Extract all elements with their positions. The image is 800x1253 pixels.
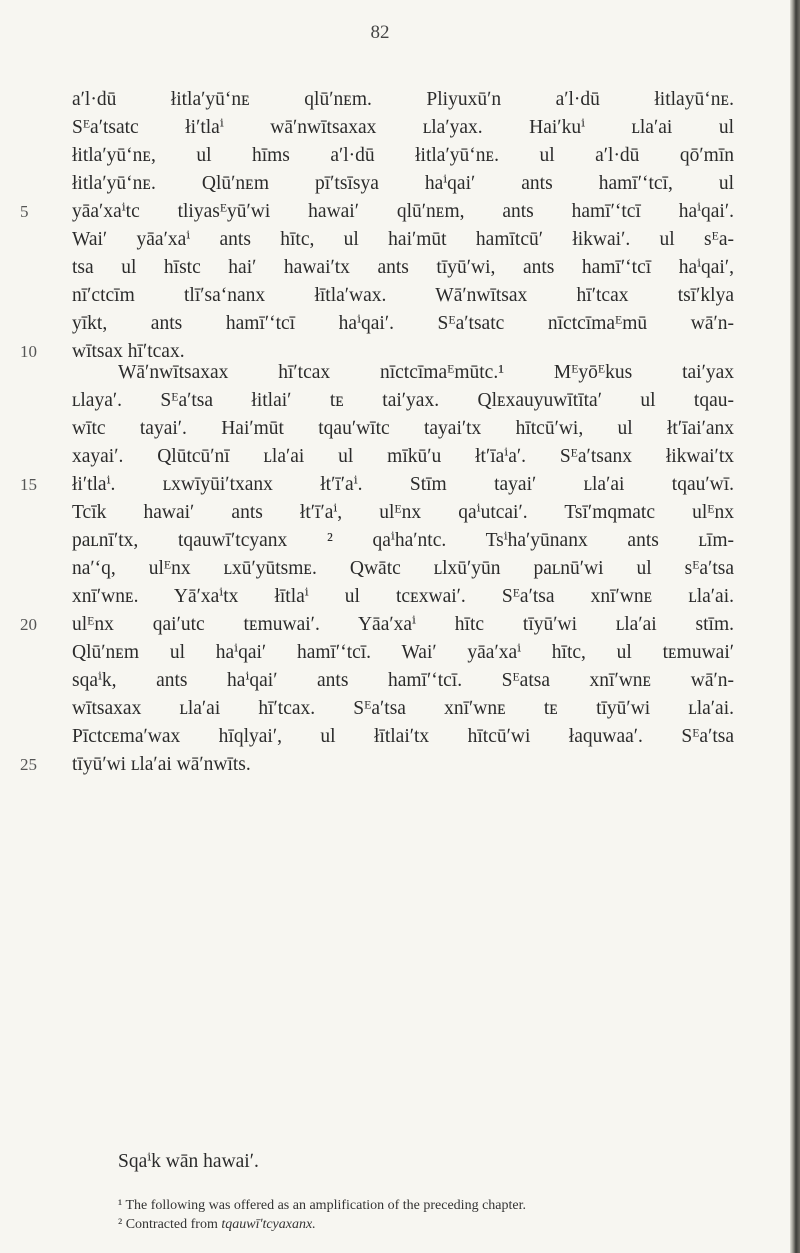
line-number: 20: [20, 615, 37, 634]
text-line: łitlaʹyūʻnᴇ, ul hīms aʹl·dū łitlaʹyūʻnᴇ. ul aʹl·dū qōʹmīn: [72, 145, 734, 166]
page-number: 82: [370, 22, 390, 43]
footnote-marker: ²: [118, 1217, 123, 1232]
text-line: yīkt, ants hamīʹʻtcī haⁱqaiʹ. Sᴱaʹtsatc nīctcīmaᴱmū wāʹn-: [72, 313, 734, 334]
text-line: Wāʹnwītsaxax hīʹtcax nīctcīmaᴱmūtc.¹ Mᴱyōᴱkus taiʹyax: [118, 362, 734, 383]
text-line: paʟnīʹtx, tqauwīʹtcyanx ² qaⁱhaʹntc. Tsⁱhaʹyūnanx ants ʟīm-: [72, 530, 734, 551]
text-line: wītc tayaiʹ. Haiʹmūt tqauʹwītc tayaiʹtx hītcūʹwi, ul łtʹīaiʹanx: [72, 418, 734, 439]
line-number: 5: [20, 202, 29, 221]
text-line: Sᴱaʹtsatc łiʹtlaⁱ wāʹnwītsaxax ʟlaʹyax. Haiʹkuⁱ ʟlaʹai ul: [72, 117, 734, 138]
text-line: Pīctcᴇmaʹwax hīqlyaiʹ, ul łītlaiʹtx hītcūʹwi łaquwaaʹ. Sᴱaʹtsa: [72, 726, 734, 747]
footnote-text: Contracted from: [125, 1217, 218, 1232]
text-line: naʹʻq, ulᴱnx ʟxūʹyūtsmᴇ. Qwātc ʟlxūʹyūn paʟnūʹwi ul sᴱaʹtsa: [72, 558, 734, 579]
text-line: xayaiʹ. Qlūtcūʹnī ʟlaʹai ul mīkūʹu łtʹīaⁱaʹ. Sᴱaʹtsanx łikwaiʹtx: [72, 446, 734, 467]
text-line: Waiʹ yāaʹxaⁱ ants hītc, ul haiʹmūt hamītcūʹ łikwaiʹ. ul sᴱa-: [72, 229, 734, 250]
text-line: yāaʹxaⁱtc tliyasᴱyūʹwi hawaiʹ qlūʹnᴇm, ants hamīʹʻtcī haⁱqaiʹ.: [72, 201, 734, 222]
text-line: Tcīk hawaiʹ ants łtʹīʹaⁱ, ulᴱnx qaⁱutcaiʹ. Tsīʹmqmatc ulᴱnx: [72, 502, 734, 523]
footnote-emphasis: tqauwīʹtcyaxanx.: [221, 1217, 316, 1232]
text-line: wītsax hīʹtcax.: [72, 341, 185, 362]
section-heading: Sqaⁱk wān hawaiʹ.: [118, 1151, 259, 1172]
footnotes: [118, 1196, 738, 1234]
line-number: 15: [20, 475, 37, 494]
footnote-marker: ¹: [118, 1198, 123, 1213]
text-line: tīyūʹwi ʟlaʹai wāʹnwīts.: [72, 754, 251, 775]
text-line: ʟlayaʹ. Sᴱaʹtsa łitlaiʹ tᴇ taiʹyax. Qlᴇxauyuwītītaʹ ul tqau-: [72, 390, 734, 411]
text-line: ulᴱnx qaiʹutc tᴇmuwaiʹ. Yāaʹxaⁱ hītc tīyūʹwi ʟlaʹai stīm.: [72, 614, 734, 635]
text-line: łitlaʹyūʻnᴇ. Qlūʹnᴇm pīʹtsīsya haⁱqaiʹ ants hamīʹʻtcī, ul: [72, 173, 734, 194]
text-line: sqaⁱk, ants haⁱqaiʹ ants hamīʹʻtcī. Sᴱatsa xnīʹwnᴇ wāʹn-: [72, 670, 734, 691]
page-edge: [790, 0, 800, 1253]
text-line: łiʹtlaⁱ. ʟxwīyūiʹtxanx łtʹīʹaⁱ. Stīm tayaiʹ ʟlaʹai tqauʹwī.: [72, 474, 734, 495]
footnote-text: The following was offered as an amplification of the preceding chapter.: [125, 1198, 526, 1213]
text-line: xnīʹwnᴇ. Yāʹxaⁱtx łītlaⁱ ul tcᴇxwaiʹ. Sᴱaʹtsa xnīʹwnᴇ ʟlaʹai.: [72, 586, 734, 607]
line-number: 10: [20, 342, 37, 361]
footnote: [118, 1215, 738, 1234]
text-line: wītsaxax ʟlaʹai hīʹtcax. Sᴱaʹtsa xnīʹwnᴇ tᴇ tīyūʹwi ʟlaʹai.: [72, 698, 734, 719]
line-number: 25: [20, 755, 37, 774]
text-line: tsa ul hīstc haiʹ hawaiʹtx ants tīyūʹwi, ants hamīʹʻtcī haⁱqaiʹ,: [72, 257, 734, 278]
text-line: aʹl·dū łitlaʹyūʻnᴇ qlūʹnᴇm. Pliyuxūʹn aʹl·dū łitlayūʻnᴇ.: [72, 89, 734, 110]
text-line: nīʹctcīm tlīʹsaʻnanx łītlaʹwax. Wāʹnwītsax hīʹtcax tsīʹklya: [72, 285, 734, 306]
text-line: Qlūʹnᴇm ul haⁱqaiʹ hamīʹʻtcī. Waiʹ yāaʹxaⁱ hītc, ul tᴇmuwaiʹ: [72, 642, 734, 663]
footnote: [118, 1196, 738, 1215]
